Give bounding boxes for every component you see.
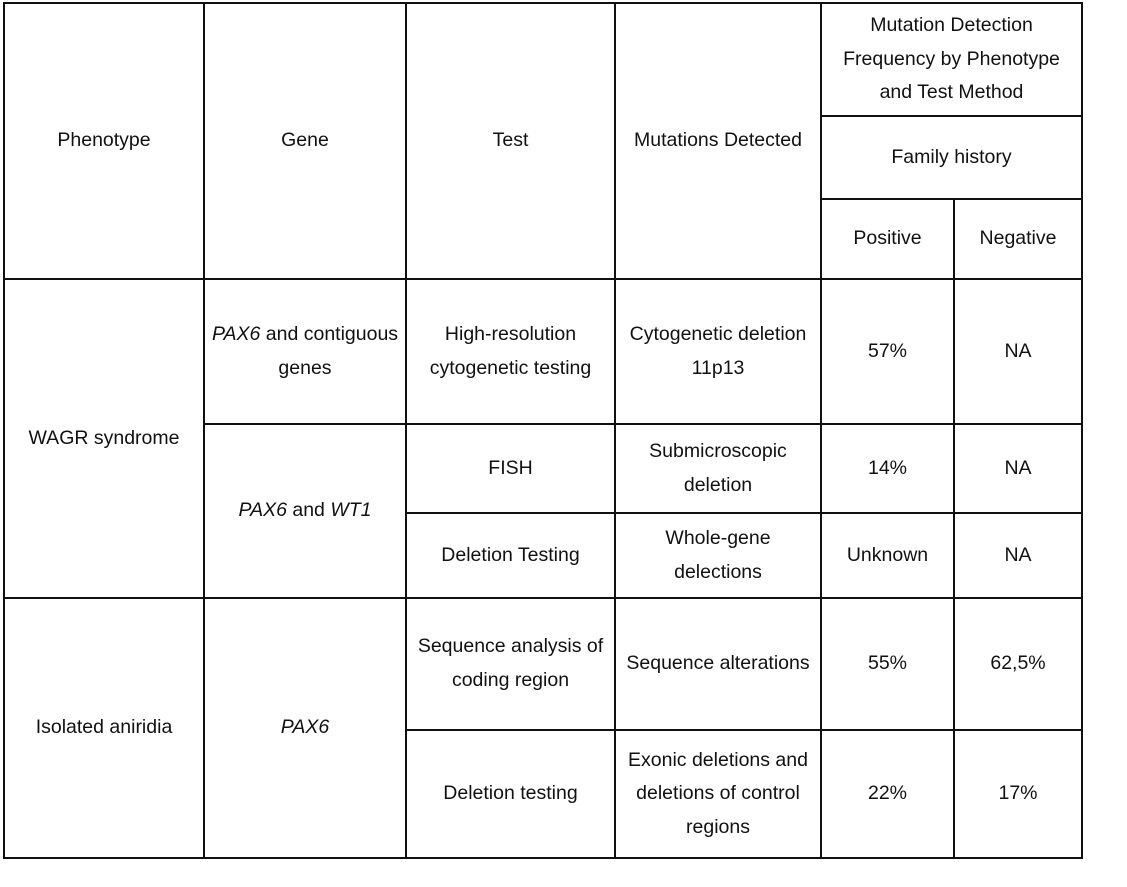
cell-negative-value: NA bbox=[954, 279, 1082, 424]
column-header-group-title: Mutation Detection Frequency by Phenotype and Test Method bbox=[821, 3, 1082, 116]
cell-negative-value: 62,5% bbox=[954, 598, 1082, 730]
cell-mutations-whole-gene-delections: Whole-gene delections bbox=[615, 513, 821, 598]
mutation-detection-table bbox=[3, 2, 1083, 859]
column-header-test: Test bbox=[406, 3, 615, 279]
cell-test-sequence-analysis: Sequence analysis of coding region bbox=[406, 598, 615, 730]
gene-text-suffix: and contiguous genes bbox=[260, 322, 399, 379]
column-header-gene: Gene bbox=[204, 3, 406, 279]
cell-positive-value: 22% bbox=[821, 730, 954, 858]
cell-positive-value: Unknown bbox=[821, 513, 954, 598]
column-header-positive: Positive bbox=[821, 199, 954, 279]
cell-positive-value: 57% bbox=[821, 279, 954, 424]
gene-symbol-wt1: WT1 bbox=[330, 499, 372, 522]
cell-gene-pax6 bbox=[204, 598, 406, 858]
header-row-1 bbox=[4, 3, 1082, 116]
gene-symbol-pax6: PAX6 bbox=[238, 499, 287, 522]
cell-positive-value: 14% bbox=[821, 424, 954, 513]
cell-test-fish: FISH bbox=[406, 424, 615, 513]
cell-test-high-resolution-cytogenetic: High-resolution cytogenetic testing bbox=[406, 279, 615, 424]
cell-mutations-exonic-deletions: Exonic deletions and deletions of control regions bbox=[615, 730, 821, 858]
gene-text-conjunction: and bbox=[286, 499, 331, 522]
gene-symbol-pax6: PAX6 bbox=[280, 716, 330, 739]
cell-mutations-cytogenetic-deletion: Cytogenetic deletion 11p13 bbox=[615, 279, 821, 424]
table-row bbox=[4, 598, 1082, 730]
cell-mutations-sequence-alterations: Sequence alterations bbox=[615, 598, 821, 730]
cell-gene-pax6-wt1 bbox=[204, 424, 406, 598]
cell-positive-value: 55% bbox=[821, 598, 954, 730]
column-header-family-history: Family history bbox=[821, 116, 1082, 199]
gene-symbol-pax6: PAX6 bbox=[211, 322, 261, 345]
cell-test-deletion-testing-2: Deletion testing bbox=[406, 730, 615, 858]
cell-phenotype-wagr: WAGR syndrome bbox=[4, 279, 204, 598]
column-header-negative: Negative bbox=[954, 199, 1082, 279]
cell-gene-pax6-contiguous bbox=[204, 279, 406, 424]
cell-negative-value: 17% bbox=[954, 730, 1082, 858]
cell-negative-value: NA bbox=[954, 513, 1082, 598]
column-header-phenotype: Phenotype bbox=[4, 3, 204, 279]
cell-negative-value: NA bbox=[954, 424, 1082, 513]
cell-test-deletion-testing: Deletion Testing bbox=[406, 513, 615, 598]
cell-mutations-submicroscopic-deletion: Submicroscopic deletion bbox=[615, 424, 821, 513]
column-header-mutations-detected: Mutations Detected bbox=[615, 3, 821, 279]
table-row bbox=[4, 279, 1082, 424]
cell-phenotype-isolated-aniridia: Isolated aniridia bbox=[4, 598, 204, 858]
